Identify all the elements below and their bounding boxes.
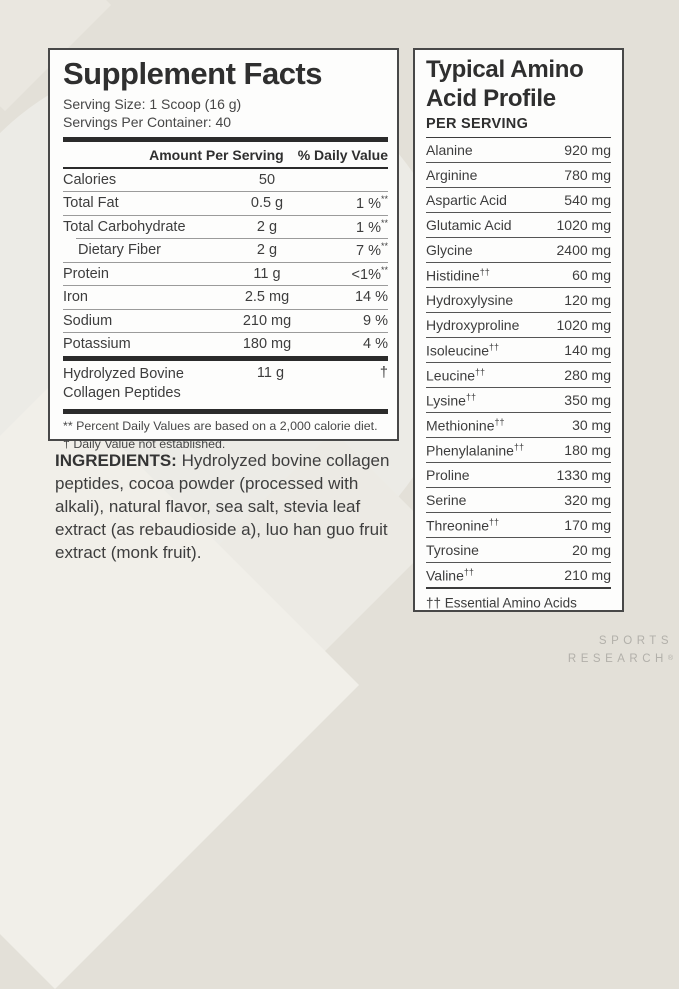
amino-acid-row — [426, 163, 611, 187]
nutrition-row — [63, 216, 388, 239]
amino-acid-row — [426, 263, 611, 287]
amino-acid-name: Proline — [426, 467, 470, 484]
amino-acid-value: 210 mg — [564, 567, 611, 584]
nutrient-name: Potassium — [63, 336, 131, 353]
nutrient-name: Iron — [63, 289, 88, 306]
amino-acid-name: Arginine — [426, 167, 478, 184]
amino-acid-row — [426, 463, 611, 487]
amino-acid-row — [426, 388, 611, 412]
asterisk-marks: ** — [380, 194, 388, 205]
column-daily-value: % Daily Value — [297, 146, 388, 163]
nutrient-amount: 210 mg — [242, 312, 292, 329]
nutrient-name: Sodium — [63, 312, 113, 329]
nutrient-daily-value: 9 % — [363, 312, 388, 329]
supplement-facts-title: Supplement Facts — [63, 56, 322, 91]
nutrient-amount: 11 g — [256, 364, 285, 381]
amino-acid-name: Histidine†† — [426, 266, 490, 284]
amino-acid-name: Methionine†† — [426, 416, 505, 434]
essential-amino-footnote — [426, 589, 611, 611]
amino-acid-name: Isoleucine†† — [426, 341, 500, 359]
double-dagger-marks: †† — [489, 516, 500, 527]
nutrient-amount: 2 g — [256, 218, 278, 235]
footnote-line: ** Percent Daily Values are based on a 2,000 calorie diet. — [63, 418, 378, 433]
nutrition-row — [63, 169, 388, 192]
double-dagger-marks: †† — [475, 366, 486, 377]
amino-acid-value: 180 mg — [564, 442, 611, 459]
nutrient-amount: 0.5 g — [250, 195, 284, 212]
amino-acid-value: 30 mg — [572, 417, 611, 434]
nutrient-daily-value: 1 %** — [355, 217, 388, 236]
double-dagger-marks: †† — [513, 441, 524, 452]
amino-acid-value: 2400 mg — [556, 242, 611, 259]
nutrition-rows — [63, 169, 388, 356]
amino-acid-row — [426, 288, 611, 312]
nutrient-name: Protein — [63, 265, 109, 282]
asterisk-marks: ** — [380, 217, 388, 228]
double-dagger-marks: †† — [494, 416, 505, 427]
amino-acid-name: Serine — [426, 492, 467, 509]
amino-acid-value: 20 mg — [572, 542, 611, 559]
amino-acid-row — [426, 313, 611, 337]
nutrition-row — [63, 192, 388, 215]
amino-acid-name: Glutamic Acid — [426, 217, 512, 234]
brand-wordmark — [568, 633, 673, 669]
amino-acid-value: 280 mg — [564, 367, 611, 384]
amino-acid-value: 1330 mg — [556, 467, 611, 484]
amino-acid-value: 1020 mg — [556, 317, 611, 334]
nutrient-daily-value: 7 %** — [355, 241, 388, 260]
ingredients-paragraph — [55, 449, 401, 565]
nutrition-row — [63, 286, 388, 309]
amino-acid-row — [426, 513, 611, 537]
amino-profile-subtitle: PER SERVING — [426, 115, 529, 132]
footnote-line: † Daily Value not established. — [63, 436, 226, 451]
ingredients-label: INGREDIENTS: — [55, 451, 177, 470]
amino-acid-row — [426, 488, 611, 512]
serving-info — [63, 95, 388, 132]
double-dagger-marks: †† — [465, 391, 476, 402]
nutrient-amount: 50 — [258, 171, 276, 188]
double-dagger-marks: †† — [463, 566, 474, 577]
amino-acid-row — [426, 413, 611, 437]
amino-acid-row — [426, 538, 611, 562]
amino-acid-name: Alanine — [426, 142, 473, 159]
amino-profile-title: Typical Amino Acid Profile — [426, 56, 584, 112]
asterisk-marks: ** — [380, 241, 388, 252]
amino-acid-row — [426, 338, 611, 362]
amino-acid-name: Glycine — [426, 242, 473, 259]
amino-acid-value: 1020 mg — [556, 217, 611, 234]
asterisk-marks: ** — [380, 264, 388, 275]
nutrition-row — [63, 239, 388, 262]
amino-acid-rows — [426, 138, 611, 587]
amino-acid-name: Phenylalanine†† — [426, 441, 524, 459]
amino-acid-name: Hydroxylysine — [426, 292, 514, 309]
amino-acid-value: 60 mg — [572, 267, 611, 284]
amino-acid-row — [426, 188, 611, 212]
amino-acid-row — [426, 363, 611, 387]
amino-acid-name: Lysine†† — [426, 391, 476, 409]
amino-acid-row — [426, 238, 611, 262]
double-dagger-marks: †† — [489, 341, 500, 352]
collagen-row — [63, 361, 388, 409]
daily-value-footnotes — [63, 414, 388, 454]
column-amount-per-serving: Amount Per Serving — [149, 146, 284, 163]
nutrient-name: Hydrolyzed Bovine Collagen Peptides — [63, 365, 184, 402]
nutrition-row — [63, 333, 388, 356]
nutrient-daily-value: <1%** — [351, 264, 388, 283]
supplement-facts-panel — [48, 48, 399, 451]
nutrition-row — [63, 263, 388, 286]
amino-acid-value: 540 mg — [564, 192, 611, 209]
amino-acid-row — [426, 438, 611, 462]
amino-acid-row — [426, 213, 611, 237]
nutrient-amount: 2.5 mg — [244, 289, 290, 306]
amino-acid-value: 120 mg — [564, 292, 611, 309]
amino-acid-value: 170 mg — [564, 517, 611, 534]
footnote-text: †† Essential Amino Acids — [426, 595, 577, 611]
registered-trademark-icon: ® — [667, 655, 673, 663]
nutrient-daily-value: † — [379, 364, 388, 381]
ingredients-text: Hydrolyzed bovine collagen peptides, cocoa powder (processed with alkali), natural flavor, sea salt, stevia leaf extract (as rebaudioside a), luo han guo fruit extract (monk fruit). — [55, 451, 390, 563]
nutrient-name: Calories — [63, 171, 117, 188]
nutrient-name: Dietary Fiber — [78, 242, 161, 259]
nutrient-daily-value: 14 % — [354, 289, 388, 306]
amino-acid-row — [426, 138, 611, 162]
amino-acid-value: 320 mg — [564, 492, 611, 509]
amino-acid-value: 350 mg — [564, 392, 611, 409]
amino-acid-name: Aspartic Acid — [426, 192, 507, 209]
amino-acid-name: Threonine†† — [426, 516, 500, 534]
nutrient-amount: 11 g — [253, 265, 281, 282]
double-dagger-marks: †† — [479, 266, 490, 277]
amino-acid-name: Hydroxyproline — [426, 317, 520, 334]
amino-acid-name: Valine†† — [426, 566, 474, 584]
amino-acid-name: Tyrosine — [426, 542, 479, 559]
amino-acid-value: 920 mg — [564, 142, 611, 159]
nutrient-amount: 180 mg — [242, 336, 292, 353]
nutrient-daily-value: 1 %** — [355, 194, 388, 213]
nutrition-row — [63, 310, 388, 333]
nutrient-name: Total Carbohydrate — [63, 218, 186, 235]
brand-line-sports: SPORTS — [598, 635, 673, 648]
nutrition-table-header — [63, 142, 388, 167]
amino-acid-value: 780 mg — [564, 167, 611, 184]
nutrient-daily-value: 4 % — [363, 336, 388, 353]
amino-acid-value: 140 mg — [564, 342, 611, 359]
nutrient-name: Total Fat — [63, 195, 119, 212]
serving-size: Serving Size: 1 Scoop (16 g) — [63, 95, 242, 112]
amino-acid-name: Leucine†† — [426, 366, 486, 384]
brand-line-research: RESEARCH® — [567, 653, 673, 666]
amino-acid-row — [426, 563, 611, 587]
servings-per-container: Servings Per Container: 40 — [63, 114, 232, 131]
amino-acid-profile-panel — [413, 48, 624, 612]
nutrient-amount: 2 g — [256, 242, 278, 259]
